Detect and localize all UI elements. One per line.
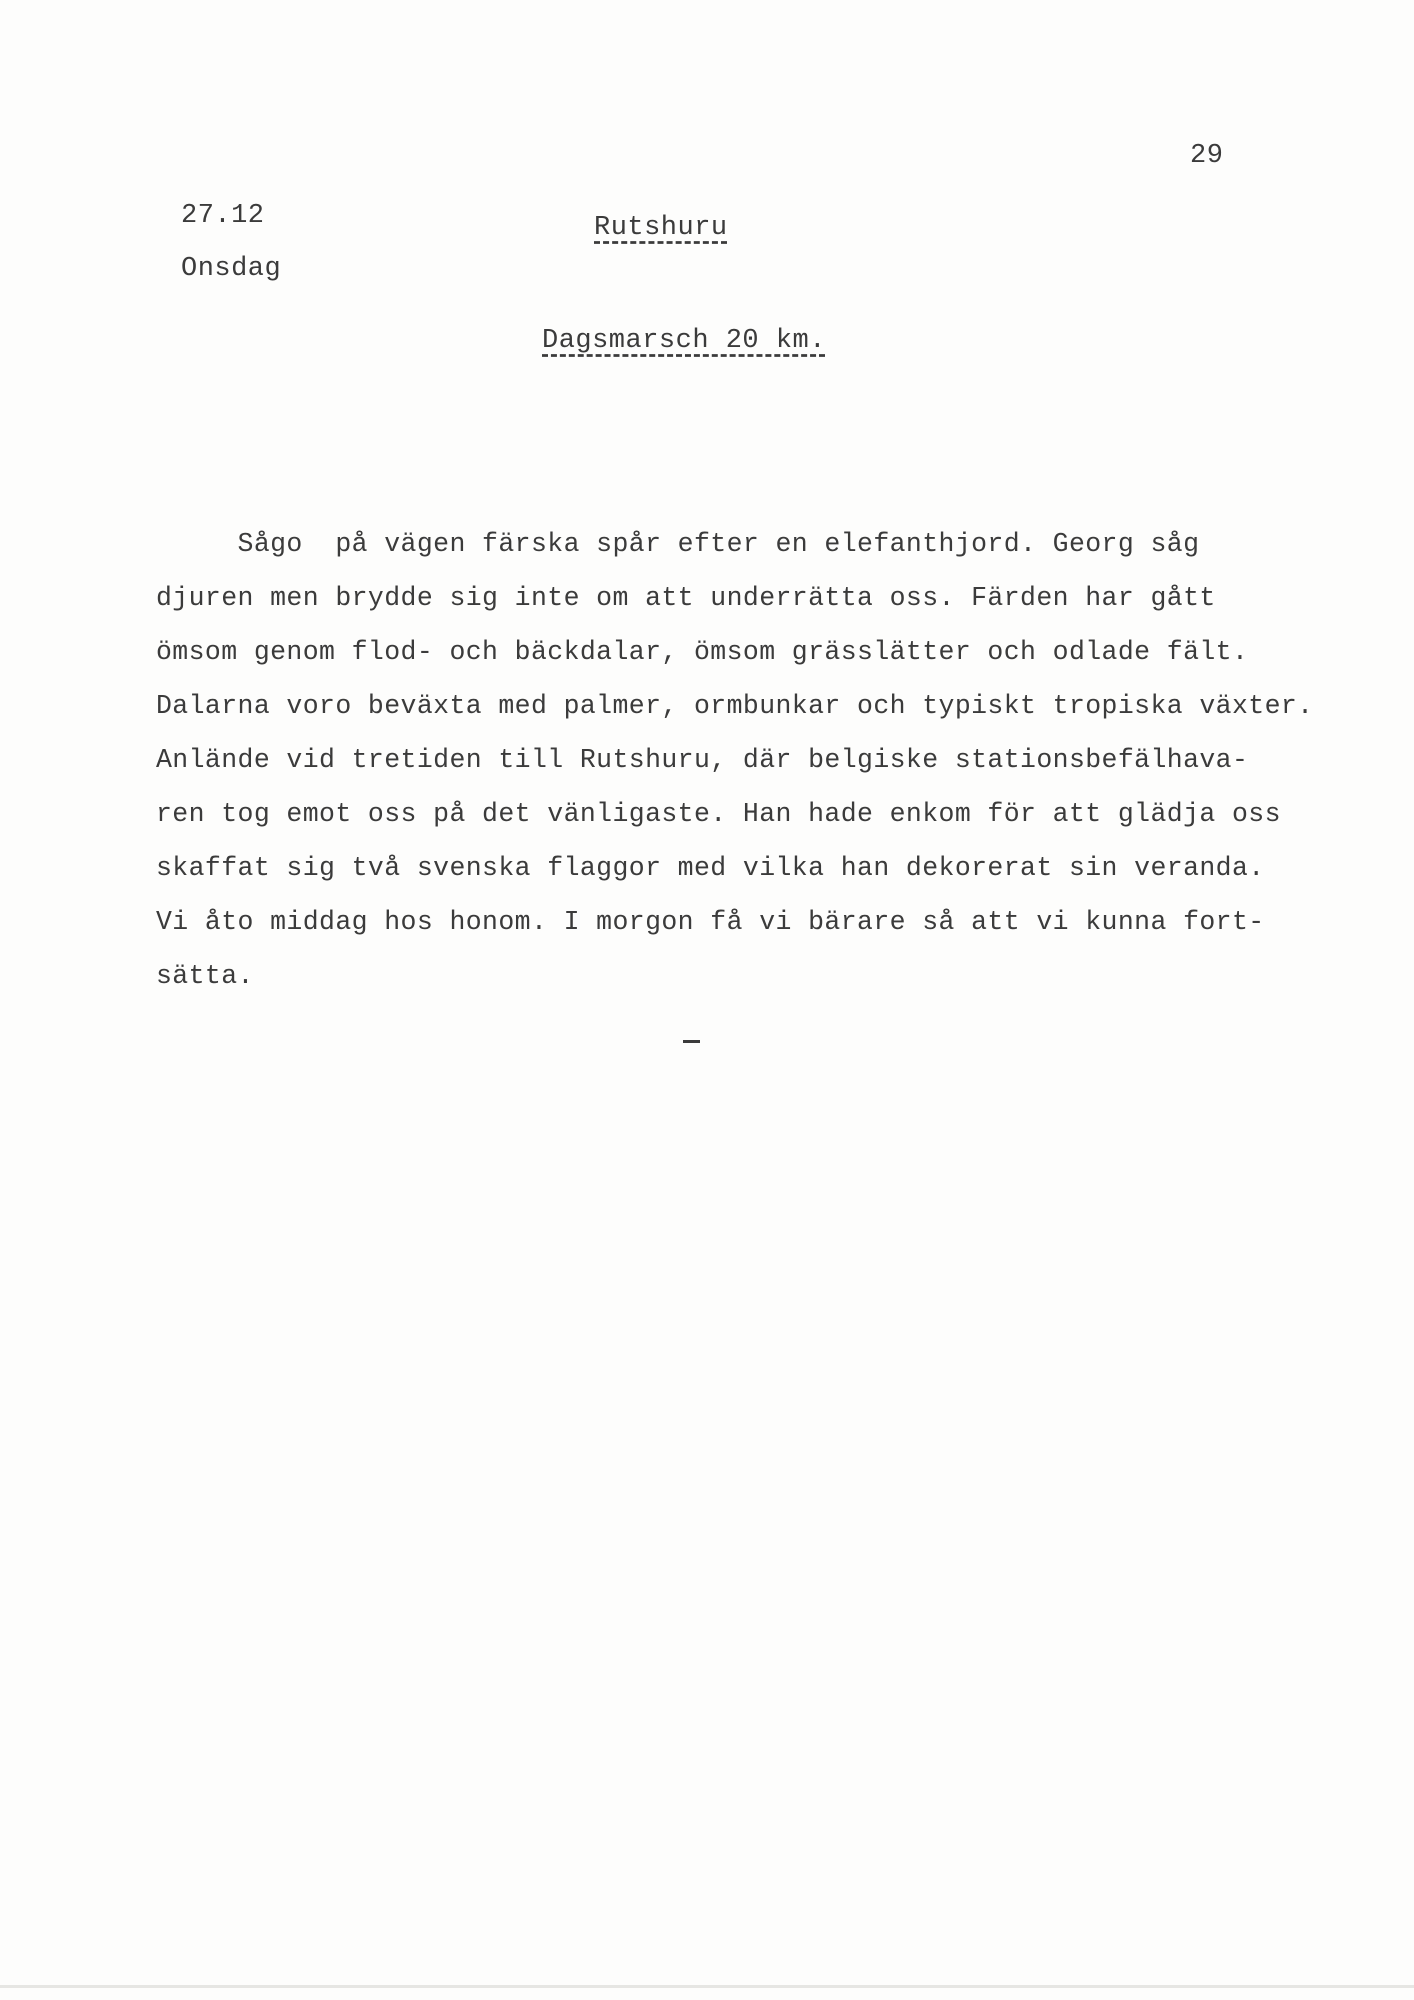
scan-edge-divider [0,1985,1414,1988]
end-mark [683,1040,700,1043]
body-line: Anlände vid tretiden till Rutshuru, där belgiske stationsbefälhava- [156,745,1249,775]
body-line: ömsom genom flod- och bäckdalar, ömsom grässlätter och odlade fält. [156,637,1249,667]
body-line: sätta. [156,961,254,991]
march-distance-heading: Dagsmarsch 20 km. [542,326,826,356]
location-heading: Rutshuru [594,213,728,243]
body-line: Vi åto middag hos honom. I morgon få vi bärare så att vi kunna fort- [156,907,1265,937]
diary-body [156,517,1406,1003]
entry-weekday: Onsdag [181,254,282,284]
body-line: Sågo på vägen färska spår efter en elefanthjord. Georg såg [156,529,1200,559]
body-line: Dalarna voro beväxta med palmer, ormbunkar och typiskt tropiska växter. [156,691,1314,721]
body-line: djuren men brydde sig inte om att underrätta oss. Färden har gått [156,583,1216,613]
body-line: ren tog emot oss på det vänligaste. Han hade enkom för att glädja oss [156,799,1281,829]
body-line: skaffat sig två svenska flaggor med vilka han dekorerat sin veranda. [156,853,1265,883]
page-number: 29 [1190,141,1224,171]
entry-date: 27.12 [181,201,265,231]
